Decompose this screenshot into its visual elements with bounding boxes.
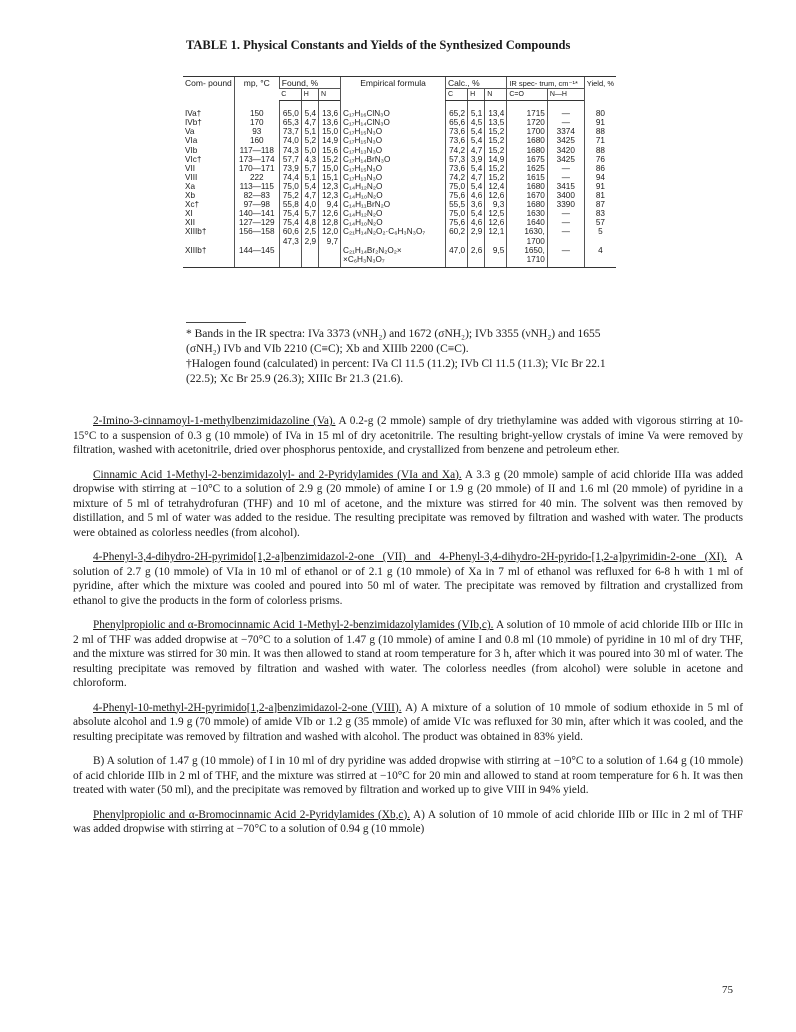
cell-calc-c: 73,6 xyxy=(446,136,468,145)
col-calc-n: N xyxy=(485,89,507,101)
cell-found-h: 5,4 xyxy=(301,182,318,191)
cell-found-h: 5,1 xyxy=(301,173,318,182)
cell-calc-h: 2,6 xyxy=(468,246,485,268)
procedure-title: Phenylpropiolic and α-Bromocinnamic Acid 1-Methyl-2-benzimidazolylamides (VIb,c). xyxy=(93,619,494,631)
cell-calc-h: 5,4 xyxy=(468,136,485,145)
procedure-title: 2-Imino-3-cinnamoyl-1-methylbenzimidazoline (Va). xyxy=(93,415,336,427)
cell-mp: 82—83 xyxy=(234,191,279,200)
cell-compound: VIc† xyxy=(185,154,202,164)
cell-calc-n: 13,5 xyxy=(485,118,507,127)
cell-ir-co: 1720 xyxy=(507,118,548,127)
cell-ir-co: 1675 xyxy=(507,155,548,164)
col-calc-h: H xyxy=(468,89,485,101)
cell-calc-c: 60,2 xyxy=(446,227,468,245)
cell-ir-nh: 3400 xyxy=(547,191,584,200)
cell-formula: C₁₄H₁₂N₂O xyxy=(341,182,446,191)
cell-found-h: 5,2 xyxy=(301,136,318,145)
cell-found-h: 4,8 xyxy=(301,218,318,227)
cell-mp: 222 xyxy=(234,173,279,182)
cell-calc-n: 12,4 xyxy=(485,182,507,191)
footnote-ir: * Bands in the IR spectra: IVa 3373 (νNH₂) and 1672 (σNH₂); IVb 3355 (νNH₂) and 1655 (σNH₂) IVb and VIb 2210 (C≡C); Xb and XIIIb 2200 (C≡C). xyxy=(186,328,601,355)
cell-formula: C₁₇H₁₅N₃O xyxy=(341,127,446,136)
cell-ir-nh: 3390 xyxy=(547,200,584,209)
cell-formula: C₁₄H₁₀N₂O xyxy=(341,218,446,227)
cell-found-c: 75,4 xyxy=(279,218,301,227)
cell-ir-nh: — xyxy=(547,218,584,227)
cell-calc-h: 5,4 xyxy=(468,127,485,136)
table-row xyxy=(183,155,616,164)
cell-mp: 144—145 xyxy=(234,246,279,268)
cell-found-c: 74,3 xyxy=(279,146,301,155)
table-row xyxy=(183,101,616,119)
procedure-paragraph xyxy=(73,808,743,837)
cell-mp: 170—171 xyxy=(234,164,279,173)
cell-found-n: 12,3 xyxy=(319,182,341,191)
cell-calc-n: 15,2 xyxy=(485,173,507,182)
cell-yield: 76 xyxy=(584,155,616,164)
cell-calc-h: 5,4 xyxy=(468,182,485,191)
col-calc-c: C xyxy=(446,89,468,101)
cell-ir-nh: 3374 xyxy=(547,127,584,136)
col-found: Found, % xyxy=(279,77,340,89)
cell-calc-h: 4,5 xyxy=(468,118,485,127)
cell-calc-n: 15,2 xyxy=(485,164,507,173)
cell-formula: C₁₇H₁₃N₃O xyxy=(341,173,446,182)
cell-found-c: 75,2 xyxy=(279,191,301,200)
cell-found-c: 60,6 47,3 xyxy=(279,227,301,245)
procedure-paragraph xyxy=(73,414,743,458)
col-compound: Com- pound xyxy=(183,77,234,101)
cell-yield: 86 xyxy=(584,164,616,173)
cell-found-n: 15,2 xyxy=(319,155,341,164)
cell-calc-c: 74,2 xyxy=(446,146,468,155)
cell-ir-nh: — xyxy=(547,118,584,127)
cell-ir-nh: — xyxy=(547,164,584,173)
cell-mp: 113—115 xyxy=(234,182,279,191)
cell-formula: C₂₁H₁₄Br₂N₂O₂× ×C₆H₃N₃O₇ xyxy=(341,246,446,268)
cell-ir-nh: 3420 xyxy=(547,146,584,155)
table-row xyxy=(183,246,616,268)
cell-found-c: 57,7 xyxy=(279,155,301,164)
cell-found-n: 15,0 xyxy=(319,127,341,136)
cell-found-n xyxy=(319,246,341,268)
cell-found-c: 75,4 xyxy=(279,209,301,218)
cell-compound: VIa xyxy=(185,136,198,146)
cell-found-c: 65,0 xyxy=(279,101,301,119)
procedure-title: Phenylpropiolic and α-Bromocinnamic Acid 2-Pyridylamides (Xb,c). xyxy=(93,808,411,821)
cell-ir-co: 1625 xyxy=(507,164,548,173)
cell-ir-co: 1680 xyxy=(507,182,548,191)
cell-compound: XI xyxy=(185,209,193,219)
cell-calc-c: 73,6 xyxy=(446,127,468,136)
cell-found-c: 73,9 xyxy=(279,164,301,173)
cell-calc-n: 12,5 xyxy=(485,209,507,218)
cell-found-h: 2,5 2,9 xyxy=(301,227,318,245)
col-ir-co: C=O xyxy=(507,89,548,101)
cell-ir-co: 1650, 1710 xyxy=(507,246,548,268)
cell-calc-n: 9,3 xyxy=(485,200,507,209)
cell-yield: 4 xyxy=(584,246,616,268)
cell-compound: XIIIb† xyxy=(183,246,234,268)
cell-compound: Va xyxy=(185,127,195,137)
table-row xyxy=(183,127,616,136)
cell-found-n: 14,9 xyxy=(319,136,341,145)
col-found-c: C xyxy=(279,89,301,101)
cell-compound: VIII xyxy=(185,172,198,182)
cell-compound: Xa xyxy=(185,181,196,191)
table-row xyxy=(183,173,616,182)
procedure-text: A 0.2-g (2 mmole) sample of dry triethylamine was added with vigorous stirring at 10-15°C to a suspension of 0.3 g (10 mmole) of IVa in 15 ml of dry acetonitrile. The resulting bright-yellow crystals of imine Va were removed by filtration, washed with acetonitrile, dried over phosphorus pentoxide, and crystallized from benzene and petroleum ether. xyxy=(73,415,743,456)
cell-mp: 160 xyxy=(234,136,279,145)
cell-calc-c: 73,6 xyxy=(446,164,468,173)
cell-calc-h: 4,7 xyxy=(468,173,485,182)
cell-ir-nh: 3415 xyxy=(547,182,584,191)
cell-calc-n: 15,2 xyxy=(485,146,507,155)
cell-ir-nh: — xyxy=(547,173,584,182)
cell-found-n: 15,1 xyxy=(319,173,341,182)
cell-calc-n: 12,6 xyxy=(485,191,507,200)
cell-found-c: 55,8 xyxy=(279,200,301,209)
cell-calc-n: 12,6 xyxy=(485,218,507,227)
col-calc: Calc., % xyxy=(446,77,507,89)
cell-mp: 156—158 xyxy=(234,227,279,245)
table-row xyxy=(183,164,616,173)
cell-formula: C₁₇H₁₃N₃O xyxy=(341,146,446,155)
footnote-halogen: †Halogen found (calculated) in percent: IVa Cl 11.5 (11.2); IVb Cl 11.5 (11.3); VIc Br 22.1 (22.5); Xc Br 25.9 (26.3); XIIIc Br 21.3 (21.6). xyxy=(186,358,606,385)
cell-calc-c: 65,2 xyxy=(446,101,468,119)
cell-found-n: 15,0 xyxy=(319,164,341,173)
procedure-paragraph xyxy=(73,701,743,745)
col-mp: mp, °C xyxy=(234,77,279,101)
cell-found-c: 74,4 xyxy=(279,173,301,182)
cell-mp: 170 xyxy=(234,118,279,127)
cell-compound: XII xyxy=(185,218,196,228)
cell-found-h: 4,3 xyxy=(301,155,318,164)
table-row xyxy=(183,118,616,127)
procedure-paragraph xyxy=(73,468,743,541)
cell-ir-co: 1640 xyxy=(507,218,548,227)
cell-formula: C₁₇H₁₄BrN₃O xyxy=(341,155,446,164)
cell-yield: 91 xyxy=(584,182,616,191)
cell-found-h: 4,7 xyxy=(301,191,318,200)
cell-compound: IVa† xyxy=(185,108,202,118)
cell-calc-h: 5,1 xyxy=(468,101,485,119)
cell-ir-co: 1680 xyxy=(507,146,548,155)
cell-ir-co: 1715 xyxy=(507,101,548,119)
cell-calc-h: 2,9 xyxy=(468,227,485,245)
cell-calc-c: 75,0 xyxy=(446,209,468,218)
cell-calc-c: 55,5 xyxy=(446,200,468,209)
cell-yield: 81 xyxy=(584,191,616,200)
cell-ir-nh: — xyxy=(547,209,584,218)
procedure-text: A) A mixture of a solution of 10 mmole of sodium ethoxide in 5 ml of absolute alcohol and 1.9 g (70 mmole) of amide VIb or 1.2 g (35 mmole) of amide VIc was refluxed for 30 min, after which it was cooled, and the resulting precipitate was removed by filtration and washed with alcohol. The product was obtained in 83% yield. xyxy=(73,701,743,743)
cell-compound: Xb xyxy=(185,191,196,201)
cell-found-h xyxy=(301,246,318,268)
cell-calc-c: 74,2 xyxy=(446,173,468,182)
cell-calc-n: 12,1 xyxy=(485,227,507,245)
cell-ir-co: 1630 xyxy=(507,209,548,218)
cell-yield: 57 xyxy=(584,218,616,227)
cell-yield: 83 xyxy=(584,209,616,218)
cell-found-n: 12,6 xyxy=(319,209,341,218)
cell-ir-nh: — xyxy=(547,246,584,268)
table-row xyxy=(183,227,616,245)
cell-ir-nh: 3425 xyxy=(547,155,584,164)
cell-found-n: 12,3 xyxy=(319,191,341,200)
cell-calc-n: 15,2 xyxy=(485,136,507,145)
cell-formula: C₁₇H₁₅N₃O xyxy=(341,136,446,145)
cell-found-c xyxy=(279,246,301,268)
col-found-h: H xyxy=(301,89,318,101)
cell-formula: C₁₇H₁₆ClN₃O xyxy=(341,101,446,119)
cell-calc-n: 14,9 xyxy=(485,155,507,164)
cell-ir-co: 1630, 1700 xyxy=(507,227,548,245)
page-number: 75 xyxy=(722,984,733,996)
experimental-text xyxy=(73,414,743,847)
col-ir-nh: N—H xyxy=(547,89,584,101)
cell-found-c: 73,7 xyxy=(279,127,301,136)
cell-found-h: 4,7 xyxy=(301,118,318,127)
cell-yield: 5 xyxy=(584,227,616,245)
procedure-text: B) A solution of 1.47 g (10 mmole) of I in 10 ml of dry pyridine was added dropwise with stirring at −10°C to a solution of 1.64 g (10 mmole) of acid chloride IIIb in 2 ml of THF, and the mixture was stirred at −10°C for 20 min and allowed to stand at room temperature for 6 h. It was then treated with water (50 ml), and the precipitate was removed by filtration and worked up to give VIII in 94% yield. xyxy=(73,755,743,796)
col-found-n: N xyxy=(319,89,341,101)
procedure-title: Cinnamic Acid 1-Methyl-2-benzimidazolyl- and 2-Pyridylamides (VIa and Xa). xyxy=(93,468,462,481)
cell-mp: 140—141 xyxy=(234,209,279,218)
procedure-paragraph xyxy=(73,550,743,608)
cell-ir-co: 1680 xyxy=(507,136,548,145)
cell-yield: 88 xyxy=(584,127,616,136)
cell-mp: 93 xyxy=(234,127,279,136)
footnote-divider xyxy=(186,322,246,323)
table-row xyxy=(183,146,616,155)
cell-ir-nh: — xyxy=(547,101,584,119)
table-row xyxy=(183,218,616,227)
cell-found-c: 65,3 xyxy=(279,118,301,127)
procedure-text: A solution of 2.7 g (10 mmole) of VIa in 10 ml of ethanol or of 2.1 g (10 mmole) of Xa in 7 ml of ethanol was refluxed for 6-8 h with 1 ml of pyridine, after which the mixture was cooled and poured into 50 ml of water. The precipitate was removed by filtration and crystallized from ethanol to give the products in the form of colorless prisms. xyxy=(73,551,743,607)
col-formula: Empirical formula xyxy=(341,77,446,101)
cell-compound: VIb xyxy=(185,145,198,155)
physical-constants-table xyxy=(183,76,616,268)
cell-yield: 87 xyxy=(584,200,616,209)
cell-found-n: 15,6 xyxy=(319,146,341,155)
cell-yield: 80 xyxy=(584,101,616,119)
cell-found-h: 5,1 xyxy=(301,127,318,136)
cell-found-h: 5,7 xyxy=(301,209,318,218)
cell-formula: C₁₄H₁₁BrN₂O xyxy=(341,200,446,209)
cell-ir-nh: — xyxy=(547,227,584,245)
procedure-paragraph xyxy=(73,754,743,798)
cell-mp: 97—98 xyxy=(234,200,279,209)
cell-calc-c: 75,6 xyxy=(446,218,468,227)
cell-yield: 71 xyxy=(584,136,616,145)
table-title: TABLE 1. Physical Constants and Yields of the Synthesized Compounds xyxy=(186,38,571,52)
cell-formula: C₁₄H₁₂N₂O xyxy=(341,209,446,218)
cell-yield: 91 xyxy=(584,118,616,127)
table-row xyxy=(183,209,616,218)
procedure-text: A solution of 10 mmole of acid chloride IIIb or IIIc in 2 ml of THF was added dropwise at −70°C to a solution of 1.47 g (10 mmole) of amine I and 0.8 ml (10 mmole) of pyridine in 10 ml of dry THF, and the mixture was stirred for 30 min. It was then allowed to stand at room temperature for 3 h, after which it was poured into 30 ml of water. The resulting precipitate was removed by filtration and washed with water. The colorless needles (from alcohol) were soluble in acetone and chloroform. xyxy=(73,619,744,689)
procedure-text: A 3.3 g (20 mmole) sample of acid chloride IIIa was added dropwise with stirring at −10°C to a solution of 2.9 g (20 mmole) of amine I or 1.9 g (20 mmole) of II and 1.6 ml (20 mmole) of pyridine in a mixture of 5 ml of tetrahydrofuran (THF) and 10 ml of acetone, and the mixture was stirred for 40 min. The solvent was then removed by distillation, and 5 ml of water was added to the residue. The resulting precipitate was removed by filtration and washed with water. The products were obtained as colorless needles (from alcohol). xyxy=(73,468,743,539)
cell-calc-h: 3,6 xyxy=(468,200,485,209)
cell-formula: C₁₇H₁₄ClN₃O xyxy=(341,118,446,127)
cell-calc-c: 47,0 xyxy=(446,246,468,268)
cell-calc-n: 9,5 xyxy=(485,246,507,268)
table-row xyxy=(183,182,616,191)
table-row xyxy=(183,136,616,145)
cell-found-n: 13,6 xyxy=(319,118,341,127)
cell-calc-c: 75,0 xyxy=(446,182,468,191)
procedure-title: 4-Phenyl-10-methyl-2H-pyrimido[1,2-a]benzimidazol-2-one (VIII). xyxy=(93,701,402,714)
cell-found-h: 5,4 xyxy=(301,101,318,119)
table-row xyxy=(183,200,616,209)
cell-calc-n: 15,2 xyxy=(485,127,507,136)
cell-ir-co: 1700 xyxy=(507,127,548,136)
cell-found-n: 13,6 xyxy=(319,101,341,119)
cell-mp: 173—174 xyxy=(234,155,279,164)
cell-found-h: 4,0 xyxy=(301,200,318,209)
cell-found-n: 9,4 xyxy=(319,200,341,209)
cell-formula: C₂₁H₁₄N₂O₂·C₆H₃N₃O₇ xyxy=(341,227,446,245)
procedure-title: 4-Phenyl-3,4-dihydro-2H-pyrimido[1,2-a]benzimidazol-2-one (VII) and 4-Phenyl-3,4-dihydro-2H-pyrido-[1,2-a]pyrimidin-2-one (XI). xyxy=(93,551,727,563)
cell-found-h: 5,7 xyxy=(301,164,318,173)
cell-found-h: 5,0 xyxy=(301,146,318,155)
cell-mp: 150 xyxy=(234,101,279,119)
cell-compound: XIIIb† xyxy=(185,227,207,237)
cell-calc-h: 4,6 xyxy=(468,191,485,200)
cell-found-n: 12,0 9,7 xyxy=(319,227,341,245)
cell-yield: 88 xyxy=(584,146,616,155)
cell-ir-co: 1615 xyxy=(507,173,548,182)
cell-calc-c: 57,3 xyxy=(446,155,468,164)
col-yield: Yield, % xyxy=(584,77,616,101)
cell-calc-h: 3,9 xyxy=(468,155,485,164)
cell-calc-n: 13,4 xyxy=(485,101,507,119)
cell-ir-co: 1680 xyxy=(507,200,548,209)
cell-calc-c: 75,6 xyxy=(446,191,468,200)
procedure-text: A) A solution of 10 mmole of acid chloride IIIb or IIIc in 2 ml of THF was added dropwise with stirring at −70°C to a solution of 0.94 g (10 mmole) xyxy=(73,808,743,835)
cell-compound: IVb† xyxy=(185,118,202,128)
cell-compound: VII xyxy=(185,163,196,173)
table-footnotes xyxy=(186,322,626,387)
cell-ir-co: 1670 xyxy=(507,191,548,200)
cell-calc-h: 4,6 xyxy=(468,218,485,227)
cell-yield: 94 xyxy=(584,173,616,182)
cell-calc-c: 65,6 xyxy=(446,118,468,127)
cell-calc-h: 5,4 xyxy=(468,164,485,173)
cell-mp: 127—129 xyxy=(234,218,279,227)
cell-formula: C₁₄H₁₀N₂O xyxy=(341,191,446,200)
cell-formula: C₁₇H₁₅N₃O xyxy=(341,164,446,173)
cell-ir-nh: 3425 xyxy=(547,136,584,145)
cell-calc-h: 5,4 xyxy=(468,209,485,218)
col-ir: IR spec- trum, cm⁻¹* xyxy=(507,77,584,89)
cell-mp: 117—118 xyxy=(234,146,279,155)
cell-compound: Xc† xyxy=(185,200,200,210)
procedure-paragraph xyxy=(73,618,743,691)
cell-calc-h: 4,7 xyxy=(468,146,485,155)
cell-found-c: 74,0 xyxy=(279,136,301,145)
cell-found-n: 12,8 xyxy=(319,218,341,227)
table-row xyxy=(183,191,616,200)
cell-found-c: 75,0 xyxy=(279,182,301,191)
